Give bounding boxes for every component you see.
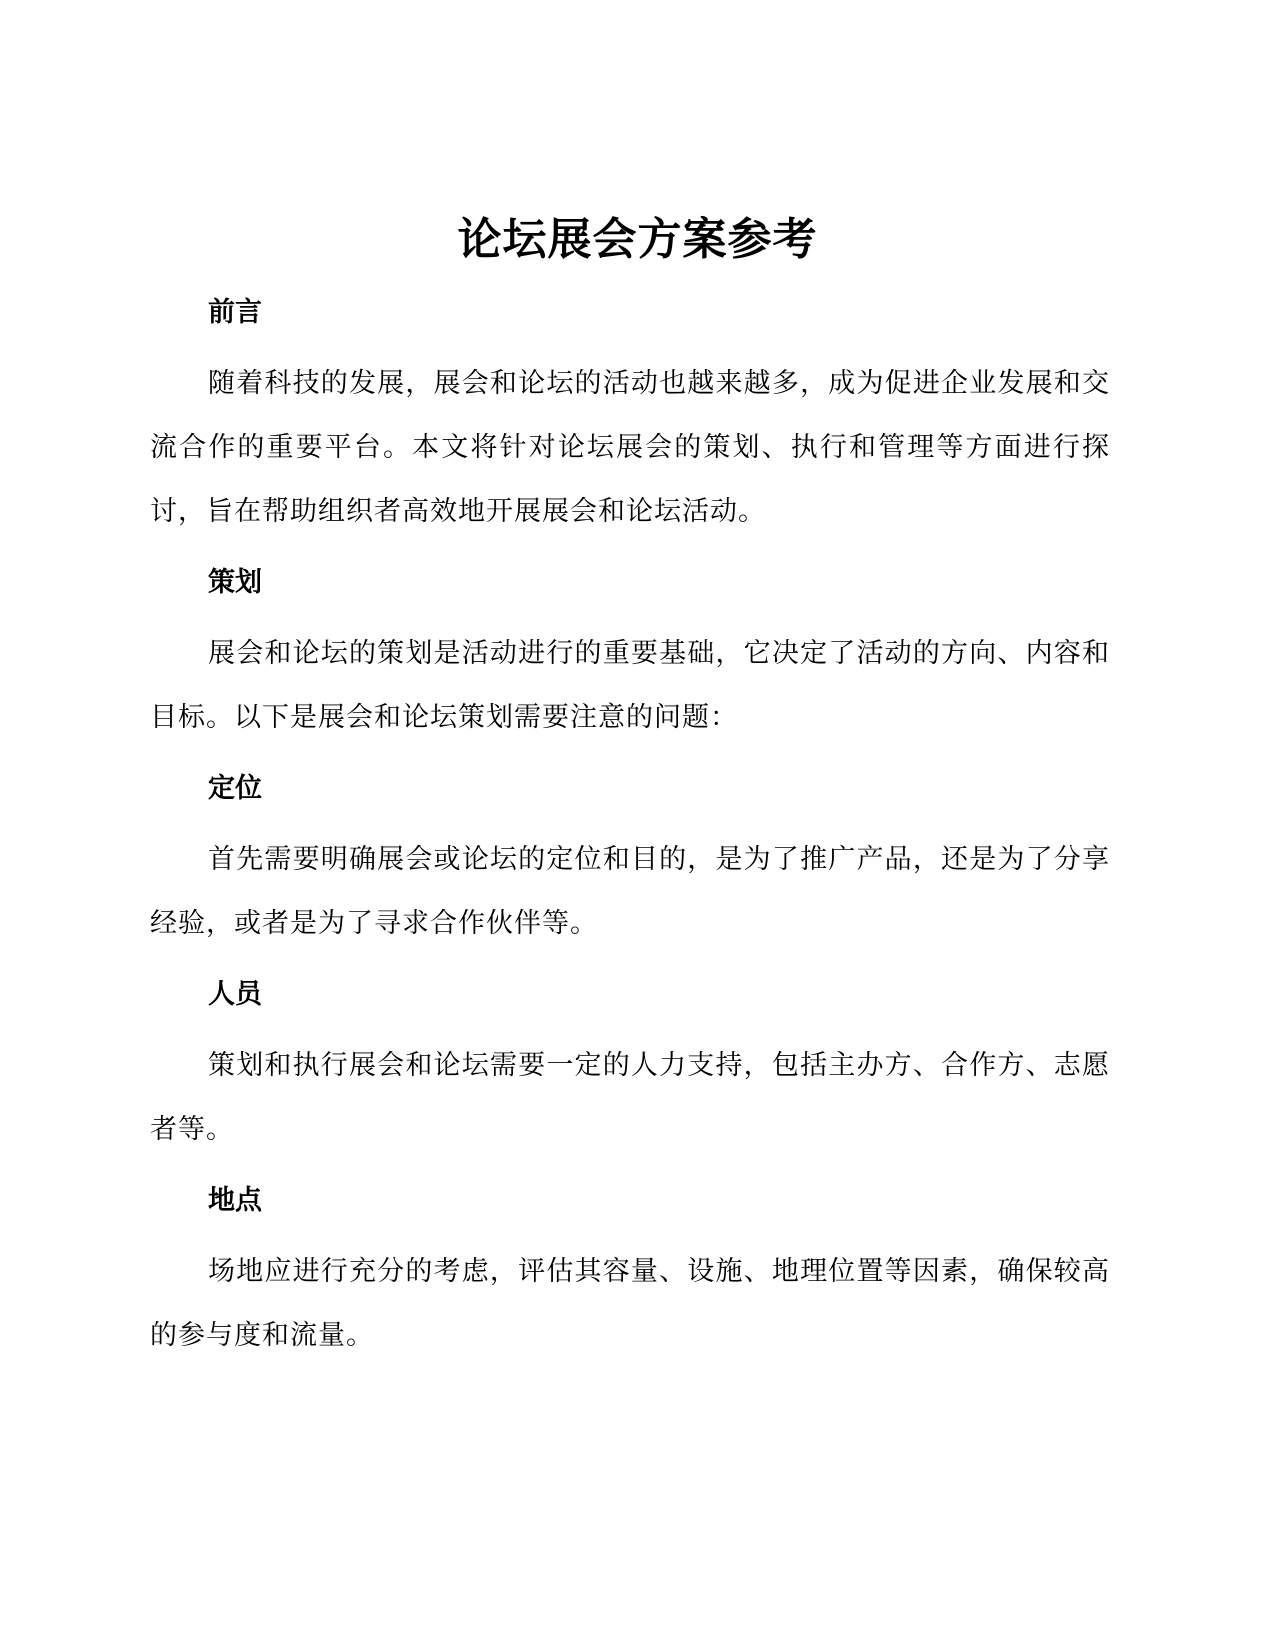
section-staff	[150, 970, 1110, 1176]
document-title: 论坛展会方案参考	[457, 214, 818, 265]
section-planning	[150, 558, 1110, 764]
section-heading: 地点	[208, 1185, 262, 1216]
section-paragraph: 随着科技的发展，展会和论坛的活动也越来越多，成为促进企业发展和交流合作的重要平台。本文将针对论坛展会的策划、执行和管理等方面进行探讨，旨在帮助组织者高效地开展展会和论坛活动。	[150, 368, 1110, 527]
section-heading: 策划	[208, 567, 262, 598]
section-paragraph: 策划和执行展会和论坛需要一定的人力支持，包括主办方、合作方、志愿者等。	[150, 1050, 1110, 1145]
section-positioning	[150, 764, 1110, 970]
section-preface	[150, 288, 1110, 558]
section-heading: 定位	[208, 773, 262, 804]
document-body	[150, 288, 1110, 1368]
section-paragraph: 首先需要明确展会或论坛的定位和目的，是为了推广产品，还是为了分享经验，或者是为了寻求合作伙伴等。	[150, 844, 1110, 939]
section-heading: 人员	[208, 979, 262, 1010]
section-heading: 前言	[208, 297, 262, 328]
section-venue	[150, 1176, 1110, 1368]
section-paragraph: 展会和论坛的策划是活动进行的重要基础，它决定了活动的方向、内容和目标。以下是展会和论坛策划需要注意的问题：	[150, 638, 1110, 733]
section-paragraph: 场地应进行充分的考虑，评估其容量、设施、地理位置等因素，确保较高的参与度和流量。	[150, 1256, 1110, 1351]
